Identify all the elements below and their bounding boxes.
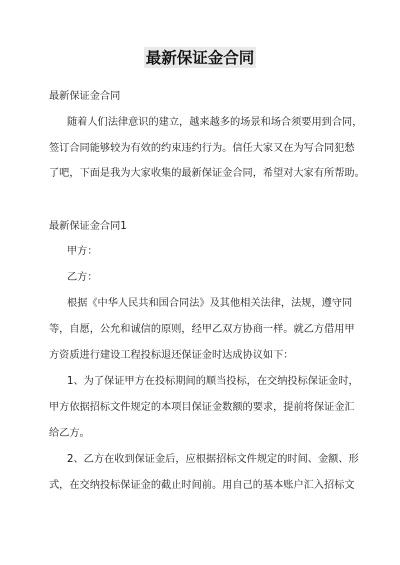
para1-line-2: 等，自愿，公允和诚信的原则，经甲乙双方协商一样。就乙方借用甲 bbox=[49, 324, 355, 335]
section-heading: 最新保证金合同1 bbox=[49, 221, 127, 232]
para2-line-3: 给乙方。 bbox=[49, 428, 90, 439]
para3-line-1: 2、乙方在收到保证金后，应根据招标文件规定的时间、金额、形 bbox=[67, 454, 359, 465]
party-b-label: 乙方： bbox=[67, 272, 98, 283]
para2-line-2: 甲方依据招标文件规定的本项目保证金数额的要求，提前将保证金汇 bbox=[49, 402, 355, 413]
para2-line-1: 1、为了保证甲方在投标期间的顺当投标，在交纳投标保证金时， bbox=[67, 376, 359, 387]
intro-heading: 最新保证金合同 bbox=[49, 91, 121, 102]
document-title: 最新保证金合同 bbox=[145, 48, 255, 67]
intro-line-2: 签订合同能够较为有效的约束违约行为。信任大家又在为写合同犯愁 bbox=[49, 143, 355, 154]
para1-line-1: 根据《中华人民共和国合同法》及其他相关法律，法规，遵守同 bbox=[67, 298, 353, 309]
para1-line-3: 方资质进行建设工程投标退还保证金时达成协议如下： bbox=[49, 350, 294, 361]
party-a-label: 甲方： bbox=[67, 246, 98, 257]
intro-line-1: 随着人们法律意识的建立，越来越多的场景和场合须要用到合同， bbox=[67, 117, 363, 128]
para3-line-2: 式，在交纳投标保证金的截止时间前。用自己的基本账户汇入招标文 bbox=[49, 480, 355, 491]
intro-line-3: 了吧，下面是我为大家收集的最新保证金合同，希望对大家有所帮助。 bbox=[49, 168, 365, 179]
